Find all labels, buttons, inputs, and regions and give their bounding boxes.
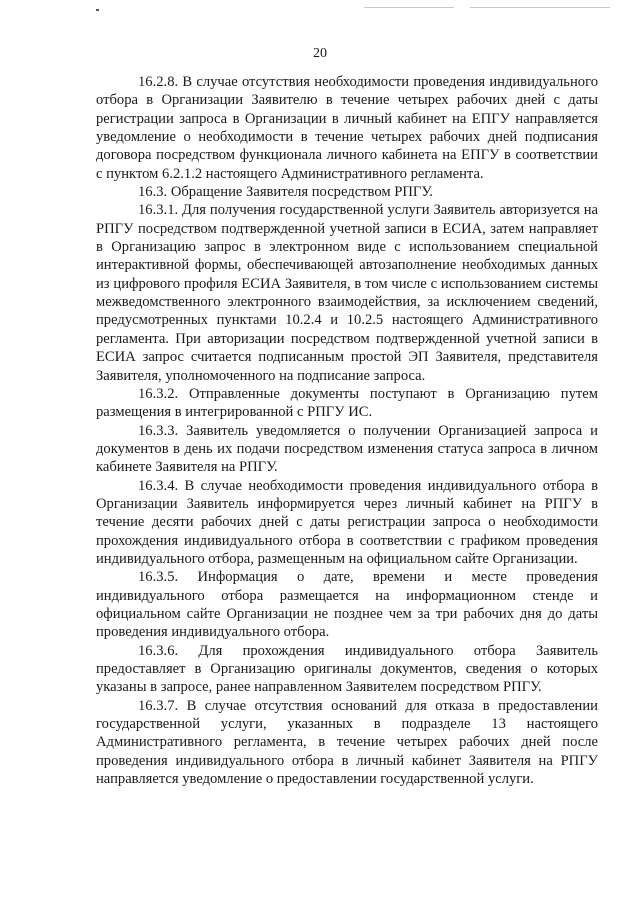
paragraph-16-3-2: 16.3.2. Отправленные документы поступают в Организацию путем размещения в интегрированной с РПГУ ИС. xyxy=(96,385,598,421)
paragraph-16-3-5: 16.3.5. Информация о дате, времени и месте проведения индивидуального отбора размещается на информационном стенде и официальном сайте Организации не позднее чем за три рабочих дня до даты проведения индивидуального отбора. xyxy=(96,569,598,641)
page-number: 20 xyxy=(313,46,327,61)
paragraph-16-3-3: 16.3.3. Заявитель уведомляется о получении Организацией запроса и документов в день их подачи посредством изменения статуса запроса в личном кабинете Заявителя на РПГУ. xyxy=(96,422,598,476)
section-heading-16-3: 16.3. Обращение Заявителя посредством РПГУ. xyxy=(138,184,433,201)
document-body xyxy=(96,73,598,788)
scan-artifact-mark xyxy=(96,9,99,11)
paragraph-16-2-8: 16.2.8. В случае отсутствия необходимости проведения индивидуального отбора в Организации Заявителю в течение четырех рабочих дней с даты регистрации запроса в Организации в личный кабинет на ЕПГУ направляется уведомление о необходимости в течение четырех рабочих дней подписания договора посредством функционала личного кабинета на ЕПГУ в соответствии с пунктом 6.2.1.2 настоящего Административного регламента. xyxy=(96,74,598,182)
paragraph-16-3-6: 16.3.6. Для прохождения индивидуального отбора Заявитель предоставляет в Организацию оригиналы документов, сведения о которых указаны в запросе, ранее направленном Заявителем посредством РПГУ. xyxy=(96,642,598,696)
scan-artifact-line xyxy=(470,7,610,8)
paragraph-16-3-4: 16.3.4. В случае необходимости проведения индивидуального отбора в Организации Заявитель информируется через личный кабинет на РПГУ в течение десяти рабочих дней с даты регистрации запроса о необходимости прохождения индивидуального отбора в соответствии с графиком проведения индивидуального отбора, размещенным на официальном сайте Организации. xyxy=(96,477,598,567)
paragraph-16-3-1: 16.3.1. Для получения государственной услуги Заявитель авторизуется на РПГУ посредством подтвержденной учетной записи в ЕСИА, затем направляет в Организацию запрос в электронном виде с использованием специальной интерактивной формы, обеспечивающей автозаполнение необходимых данных из цифрового профиля ЕСИА Заявителя, в том числе с использованием системы межведомственного электронного взаимодействия, за исключением сведений, предусмотренных пунктами 10.2.4 и 10.2.5 настоящего Административного регламента. При авторизации посредством подтвержденной учетной записи в ЕСИА запрос считается подписанным простой ЭП Заявителя, представителя Заявителя, уполномоченного на подписание запроса. xyxy=(96,202,598,384)
scan-artifact-line xyxy=(364,7,454,8)
paragraph-16-3-7: 16.3.7. В случае отсутствия оснований для отказа в предоставлении государственной услуги, указанных в подразделе 13 настоящего Административного регламента, в течение четырех рабочих дней после проведения индивидуального отбора в личный кабинет Заявителя на РПГУ направляется уведомление о предоставлении государственной услуги. xyxy=(96,697,598,788)
